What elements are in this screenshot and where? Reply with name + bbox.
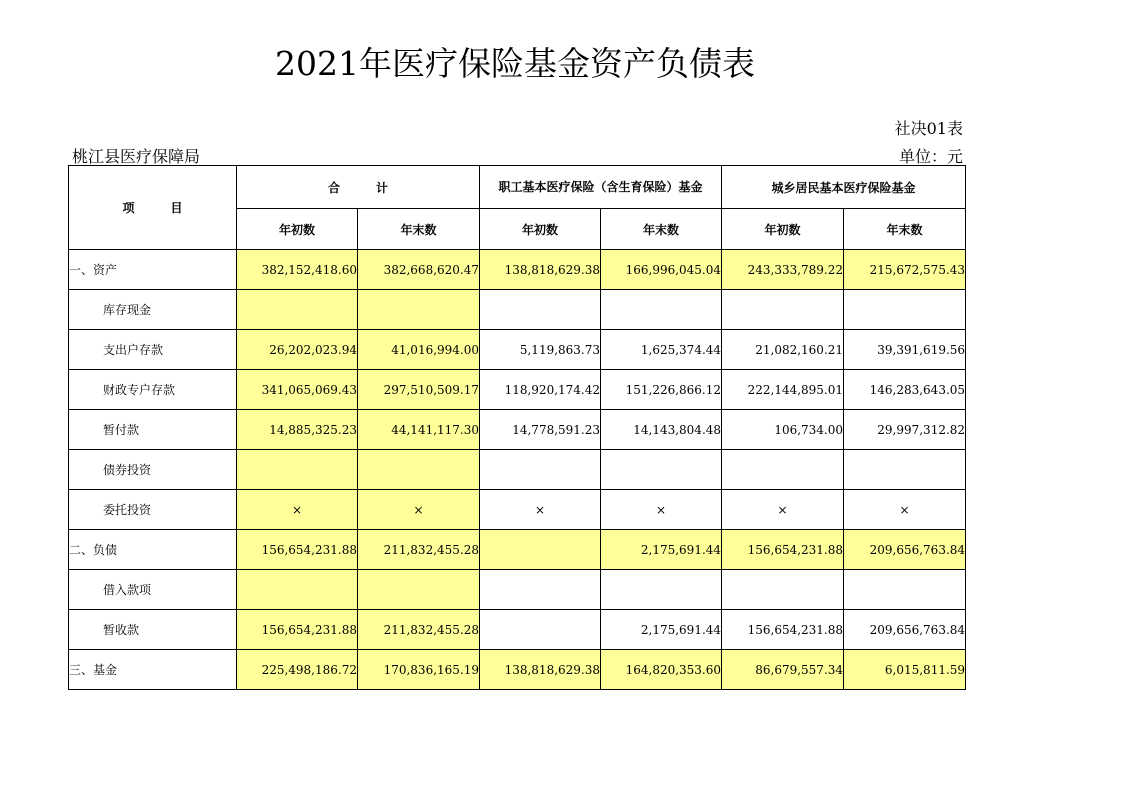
table-cell: 2,175,691.44	[601, 530, 722, 570]
table-cell	[844, 450, 966, 490]
table-cell: 211,832,455.28	[358, 610, 480, 650]
table-cell: 14,143,804.48	[601, 410, 722, 450]
row-label: 支出户存款	[69, 330, 237, 370]
table-cell: 5,119,863.73	[480, 330, 601, 370]
table-cell: 138,818,629.38	[480, 650, 601, 690]
page-title: 2021年医疗保险基金资产负债表	[275, 44, 755, 83]
table-cell: 209,656,763.84	[844, 610, 966, 650]
table-cell: 156,654,231.88	[237, 610, 358, 650]
table-cell: 297,510,509.17	[358, 370, 480, 410]
table-row	[69, 610, 966, 650]
table-cell: 6,015,811.59	[844, 650, 966, 690]
table-cell	[358, 450, 480, 490]
table-cell	[237, 450, 358, 490]
table-cell	[480, 530, 601, 570]
table-cell	[358, 570, 480, 610]
row-label: 三、基金	[69, 650, 237, 690]
table-cell: ×	[601, 490, 722, 530]
table-cell	[601, 570, 722, 610]
table-cell	[237, 570, 358, 610]
table-cell: 21,082,160.21	[722, 330, 844, 370]
table-row	[69, 490, 966, 530]
table-cell: 39,391,619.56	[844, 330, 966, 370]
table-cell: 211,832,455.28	[358, 530, 480, 570]
table-cell: 225,498,186.72	[237, 650, 358, 690]
header-employee-fund: 职工基本医疗保险（含生育保险）基金	[480, 166, 722, 209]
row-label: 债券投资	[69, 450, 237, 490]
unit-label: 单位：元	[898, 147, 963, 166]
table-cell: 164,820,353.60	[601, 650, 722, 690]
table-cell	[844, 570, 966, 610]
table-cell	[722, 450, 844, 490]
header-resident-begin: 年初数	[722, 209, 844, 250]
header-employee-end: 年末数	[601, 209, 722, 250]
header-total-end: 年末数	[358, 209, 480, 250]
table-cell: 222,144,895.01	[722, 370, 844, 410]
table-cell: 146,283,643.05	[844, 370, 966, 410]
table-cell: 215,672,575.43	[844, 250, 966, 290]
table-cell	[722, 290, 844, 330]
row-label: 借入款项	[69, 570, 237, 610]
table-row	[69, 650, 966, 690]
table-cell	[601, 290, 722, 330]
table-cell: 44,141,117.30	[358, 410, 480, 450]
table-row	[69, 370, 966, 410]
table-cell: 1,625,374.44	[601, 330, 722, 370]
table-cell: 14,778,591.23	[480, 410, 601, 450]
table-cell: 14,885,325.23	[237, 410, 358, 450]
table-cell: ×	[844, 490, 966, 530]
table-cell: 243,333,789.22	[722, 250, 844, 290]
table-cell: ×	[722, 490, 844, 530]
table-cell: ×	[358, 490, 480, 530]
table-cell	[358, 290, 480, 330]
table-cell: 138,818,629.38	[480, 250, 601, 290]
table-row	[69, 530, 966, 570]
table-cell: ×	[480, 490, 601, 530]
table-cell: 156,654,231.88	[237, 530, 358, 570]
table-row	[69, 410, 966, 450]
table-cell: 382,668,620.47	[358, 250, 480, 290]
table-cell	[601, 450, 722, 490]
table-cell: 86,679,557.34	[722, 650, 844, 690]
table-cell: 26,202,023.94	[237, 330, 358, 370]
header-employee-begin: 年初数	[480, 209, 601, 250]
row-label: 一、资产	[69, 250, 237, 290]
table-row	[69, 570, 966, 610]
organization-name: 桃江县医疗保障局	[72, 147, 201, 166]
row-label: 二、负债	[69, 530, 237, 570]
header-total: 合 计	[237, 166, 480, 209]
row-label: 库存现金	[69, 290, 237, 330]
table-cell: 341,065,069.43	[237, 370, 358, 410]
table-row	[69, 290, 966, 330]
table-row	[69, 250, 966, 290]
table-cell: 156,654,231.88	[722, 610, 844, 650]
form-code: 社决01表	[894, 119, 963, 138]
table-cell: 382,152,418.60	[237, 250, 358, 290]
header-resident-fund: 城乡居民基本医疗保险基金	[722, 166, 966, 209]
table-cell	[480, 290, 601, 330]
table-cell	[480, 610, 601, 650]
table-cell: 41,016,994.00	[358, 330, 480, 370]
header-item: 项 目	[69, 166, 237, 250]
header-resident-end: 年末数	[844, 209, 966, 250]
row-label: 暂收款	[69, 610, 237, 650]
row-label: 暂付款	[69, 410, 237, 450]
table-cell: 29,997,312.82	[844, 410, 966, 450]
table-row	[69, 450, 966, 490]
table-cell: 156,654,231.88	[722, 530, 844, 570]
table-cell: 151,226,866.12	[601, 370, 722, 410]
table-cell: 106,734.00	[722, 410, 844, 450]
table-cell	[237, 290, 358, 330]
table-cell: 118,920,174.42	[480, 370, 601, 410]
table-cell	[480, 450, 601, 490]
table-row	[69, 330, 966, 370]
table-cell: 2,175,691.44	[601, 610, 722, 650]
table-cell: ×	[237, 490, 358, 530]
table-cell: 166,996,045.04	[601, 250, 722, 290]
row-label: 财政专户存款	[69, 370, 237, 410]
table-cell	[722, 570, 844, 610]
table-cell: 170,836,165.19	[358, 650, 480, 690]
table-cell	[844, 290, 966, 330]
header-total-begin: 年初数	[237, 209, 358, 250]
table-cell: 209,656,763.84	[844, 530, 966, 570]
balance-sheet-table	[68, 165, 966, 690]
row-label: 委托投资	[69, 490, 237, 530]
table-cell	[480, 570, 601, 610]
